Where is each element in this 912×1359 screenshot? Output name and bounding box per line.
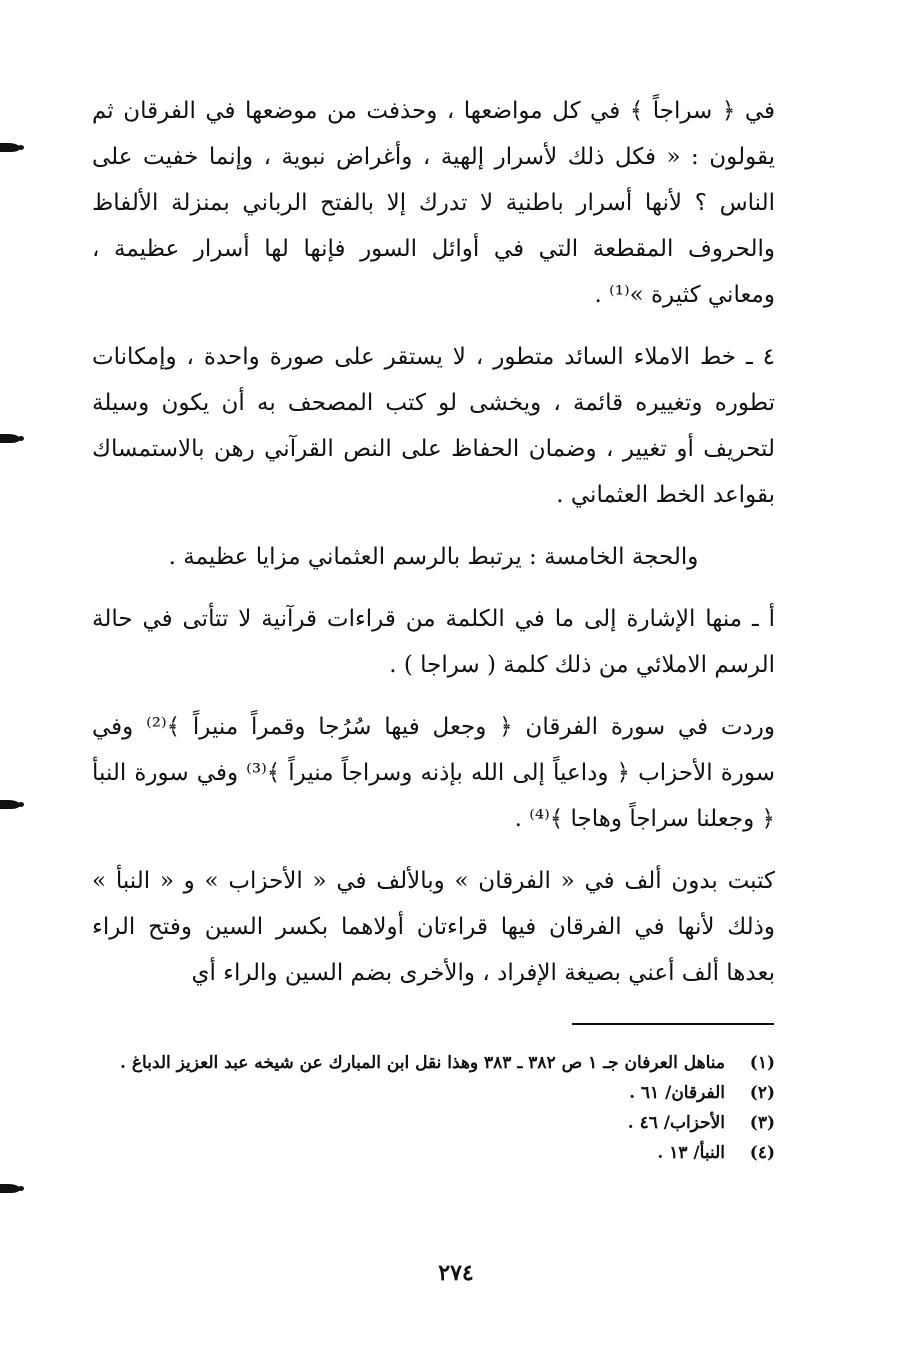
footnote-number: (١) xyxy=(749,1053,775,1073)
footnote-text: النبأ/ ١٣ . xyxy=(657,1143,725,1163)
footnotes xyxy=(92,1048,775,1168)
footnote-item xyxy=(92,1138,775,1168)
footnote-number: (٢) xyxy=(749,1083,775,1103)
footnote-item xyxy=(92,1078,775,1108)
footnote-number: (٣) xyxy=(749,1113,775,1133)
paragraph-quote-continuation: في ﴿ سراجاً ﴾ في كل مواضعها ، وحذفت من موضعها في الفرقان ثم يقولون : « فكل ذلك لأسرار إلهية ، وأغراض نبوية ، وإنما خفيت على الناس ؟ لأنها أسرار باطنية لا تدرك إلا بالفتح الرباني بمنزلة الألفاظ والحروف المقطعة التي في أوائل السور فإنها لها أسرار عظيمة ، ومعاني كثيرة »⁽¹⁾ . xyxy=(92,98,775,308)
footnote-item xyxy=(92,1048,775,1078)
scan-edge-mark xyxy=(0,1184,20,1193)
scan-edge-mark xyxy=(0,434,20,443)
footnote-number: (٤) xyxy=(749,1143,775,1163)
paragraph-point-a: أ ـ منها الإشارة إلى ما في الكلمة من قراءات قرآنية لا تتأتى في حالة الرسم الاملائي من ذلك كلمة ( سراجا ) . xyxy=(92,606,775,678)
scan-edge-mark xyxy=(0,800,20,809)
footnote-divider xyxy=(572,1023,774,1025)
scan-edge-mark xyxy=(0,143,20,152)
footnote-text: مناهل العرفان جـ ١ ص ٣٨٢ ـ ٣٨٣ وهذا نقل ابن المبارك عن شيخه عبد العزيز الدباغ . xyxy=(120,1053,725,1073)
paragraph-point-4: ٤ ـ خط الاملاء السائد متطور ، لا يستقر على صورة واحدة ، وإمكانات تطوره وتغييره قائمة ، ويخشى لو كتب المصحف به أن يكون وسيلة لتحريف أو تغيير ، وضمان الحفاظ على النص القرآني رهن بالاستمساك بقواعد الخط العثماني . xyxy=(92,344,776,508)
footnote-item xyxy=(92,1108,775,1138)
footnote-text: الأحزاب/ ٤٦ . xyxy=(627,1113,725,1133)
paragraph-spelling-explanation: كتبت بدون ألف في « الفرقان » وبالألف في « الأحزاب » و « النبأ » وذلك لأنها في الفرقان فيها قراءتان أولاهما بكسر السين وفتح الراء بعدها ألف أعني بصيغة الإفراد ، والأخرى بضم السين والراء أي xyxy=(92,868,775,986)
main-text xyxy=(92,88,775,996)
paragraph-verses: وردت في سورة الفرقان ﴿ وجعل فيها سُرُجا وقمراً منيراً ﴾⁽²⁾ وفي سورة الأحزاب ﴿ وداعياً إلى الله بإذنه وسراجاً منيراً ﴾⁽³⁾ وفي سورة النبأ ﴿ وجعلنا سراجاً وهاجا ﴾⁽⁴⁾ . xyxy=(92,714,776,832)
page-number: ٢٧٤ xyxy=(438,1260,474,1286)
footnote-text: الفرقان/ ٦١ . xyxy=(629,1083,725,1103)
paragraph-fifth-argument: والحجة الخامسة : يرتبط بالرسم العثماني مزايا عظيمة . xyxy=(168,544,699,570)
